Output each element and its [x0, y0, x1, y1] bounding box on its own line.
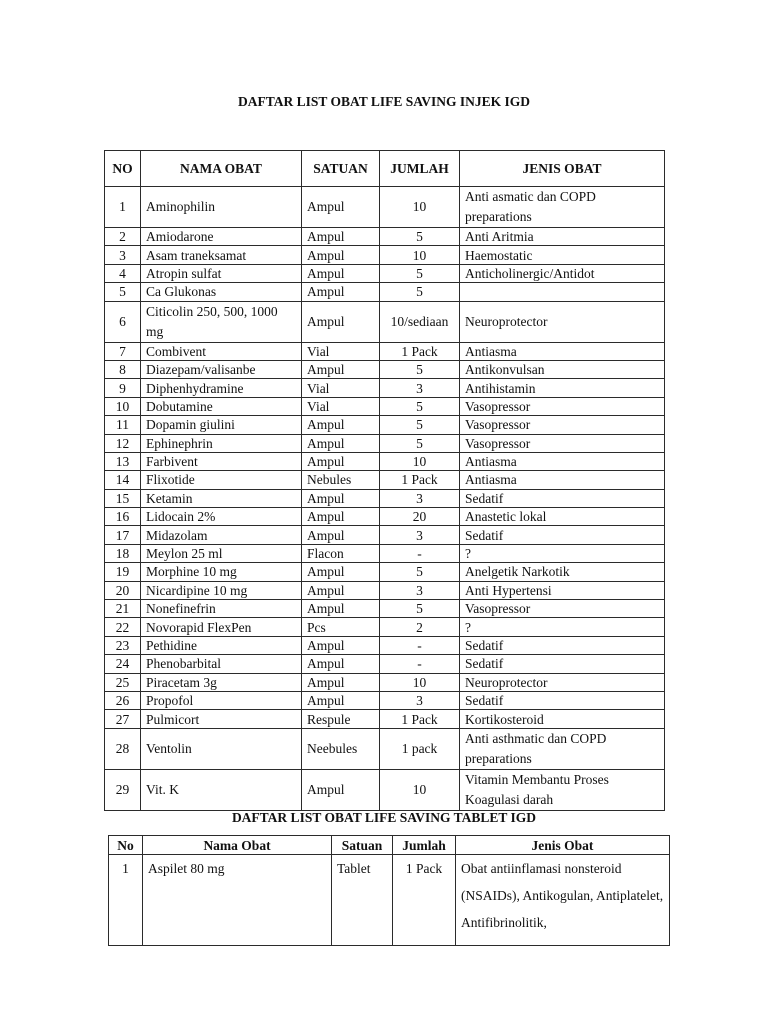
- cell-satuan: Ampul: [302, 434, 380, 452]
- cell-jenis-obat: Anelgetik Narkotik: [460, 563, 665, 581]
- cell-jumlah: 5: [380, 228, 460, 246]
- cell-jumlah: 3: [380, 379, 460, 397]
- table-row: [105, 563, 665, 581]
- cell-nama-obat: Combivent: [141, 342, 302, 360]
- cell-nama-obat: Novorapid FlexPen: [141, 618, 302, 636]
- cell-jenis-obat: Anastetic lokal: [460, 508, 665, 526]
- cell-no: 11: [105, 416, 141, 434]
- cell-jenis-obat: Anti asmatic dan COPD preparations: [460, 187, 665, 228]
- cell-nama-obat: Atropin sulfat: [141, 264, 302, 282]
- cell-satuan: Ampul: [302, 508, 380, 526]
- table-row: [105, 301, 665, 342]
- cell-no: 23: [105, 636, 141, 654]
- cell-jumlah: 3: [380, 581, 460, 599]
- cell-nama-obat: Piracetam 3g: [141, 673, 302, 691]
- cell-jumlah: 5: [380, 397, 460, 415]
- cell-jenis-obat: Sedatif: [460, 636, 665, 654]
- cell-nama-obat: Propofol: [141, 691, 302, 709]
- table-header-row: [109, 836, 670, 855]
- cell-jenis-obat: Haemostatic: [460, 246, 665, 264]
- cell-nama-obat: Farbivent: [141, 452, 302, 470]
- table-row: [105, 618, 665, 636]
- cell-nama-obat: Dopamin giulini: [141, 416, 302, 434]
- table-row: [105, 526, 665, 544]
- cell-jenis-obat: Sedatif: [460, 655, 665, 673]
- cell-satuan: Ampul: [302, 489, 380, 507]
- cell-satuan: Ampul: [302, 673, 380, 691]
- cell-nama-obat: Diazepam/valisanbe: [141, 360, 302, 378]
- cell-jenis-obat: Antihistamin: [460, 379, 665, 397]
- cell-no: 19: [105, 563, 141, 581]
- table-row: [105, 452, 665, 470]
- cell-jumlah: 5: [380, 563, 460, 581]
- cell-jumlah: 10/sediaan: [380, 301, 460, 342]
- cell-nama-obat: Aspilet 80 mg: [143, 855, 332, 946]
- cell-satuan: Ampul: [302, 691, 380, 709]
- cell-jumlah: 1 pack: [380, 728, 460, 769]
- cell-nama-obat: Midazolam: [141, 526, 302, 544]
- cell-nama-obat: Phenobarbital: [141, 655, 302, 673]
- cell-nama-obat: Asam traneksamat: [141, 246, 302, 264]
- table-header-row: [105, 151, 665, 187]
- cell-jenis-obat: ?: [460, 618, 665, 636]
- cell-no: 25: [105, 673, 141, 691]
- cell-no: 5: [105, 283, 141, 301]
- cell-no: 12: [105, 434, 141, 452]
- cell-jumlah: 2: [380, 618, 460, 636]
- cell-nama-obat: Pethidine: [141, 636, 302, 654]
- cell-no: 26: [105, 691, 141, 709]
- table-row: [105, 710, 665, 728]
- table-row: [105, 434, 665, 452]
- header-no: No: [109, 836, 143, 855]
- cell-jumlah: 5: [380, 360, 460, 378]
- cell-jumlah: 1 Pack: [393, 855, 456, 946]
- header-jenis-obat: JENIS OBAT: [460, 151, 665, 187]
- cell-jumlah: 20: [380, 508, 460, 526]
- cell-no: 3: [105, 246, 141, 264]
- cell-nama-obat: Lidocain 2%: [141, 508, 302, 526]
- cell-jumlah: 10: [380, 187, 460, 228]
- cell-nama-obat: Dobutamine: [141, 397, 302, 415]
- header-nama-obat: Nama Obat: [143, 836, 332, 855]
- cell-jumlah: 1 Pack: [380, 342, 460, 360]
- cell-jenis-obat: Sedatif: [460, 489, 665, 507]
- cell-nama-obat: Ventolin: [141, 728, 302, 769]
- cell-jenis-obat: [460, 283, 665, 301]
- table-row: [105, 187, 665, 228]
- cell-satuan: Ampul: [302, 655, 380, 673]
- table-row: [105, 544, 665, 562]
- cell-nama-obat: Aminophilin: [141, 187, 302, 228]
- cell-nama-obat: Pulmicort: [141, 710, 302, 728]
- cell-jenis-obat: Anti asthmatic dan COPD preparations: [460, 728, 665, 769]
- title-injek: DAFTAR LIST OBAT LIFE SAVING INJEK IGD: [237, 94, 531, 109]
- cell-satuan: Ampul: [302, 452, 380, 470]
- cell-no: 13: [105, 452, 141, 470]
- cell-no: 1: [105, 187, 141, 228]
- header-no: NO: [105, 151, 141, 187]
- table-row: [105, 489, 665, 507]
- cell-satuan: Neebules: [302, 728, 380, 769]
- cell-nama-obat: Ephinephrin: [141, 434, 302, 452]
- cell-satuan: Ampul: [302, 187, 380, 228]
- cell-jenis-obat: Antikonvulsan: [460, 360, 665, 378]
- cell-nama-obat: Diphenhydramine: [141, 379, 302, 397]
- cell-no: 9: [105, 379, 141, 397]
- header-nama-obat: NAMA OBAT: [141, 151, 302, 187]
- cell-jenis-obat: Antiasma: [460, 471, 665, 489]
- cell-jenis-obat: ?: [460, 544, 665, 562]
- cell-satuan: Pcs: [302, 618, 380, 636]
- cell-satuan: Flacon: [302, 544, 380, 562]
- cell-satuan: Respule: [302, 710, 380, 728]
- cell-satuan: Vial: [302, 379, 380, 397]
- table-injek: [104, 150, 665, 811]
- table-row: [105, 508, 665, 526]
- cell-nama-obat: Ketamin: [141, 489, 302, 507]
- cell-satuan: Nebules: [302, 471, 380, 489]
- header-jumlah: JUMLAH: [380, 151, 460, 187]
- cell-no: 2: [105, 228, 141, 246]
- cell-satuan: Vial: [302, 342, 380, 360]
- table-row: [105, 416, 665, 434]
- cell-satuan: Ampul: [302, 600, 380, 618]
- table-row: [105, 655, 665, 673]
- cell-jumlah: 3: [380, 489, 460, 507]
- table-row: [105, 228, 665, 246]
- cell-jumlah: 5: [380, 600, 460, 618]
- cell-nama-obat: Nonefinefrin: [141, 600, 302, 618]
- cell-no: 22: [105, 618, 141, 636]
- cell-satuan: Ampul: [302, 581, 380, 599]
- cell-satuan: Vial: [302, 397, 380, 415]
- cell-jumlah: 1 Pack: [380, 471, 460, 489]
- table-row: [105, 691, 665, 709]
- table-row: [105, 673, 665, 691]
- table-row: [105, 769, 665, 810]
- table-row: [105, 397, 665, 415]
- cell-jenis-obat: Kortikosteroid: [460, 710, 665, 728]
- cell-jumlah: 10: [380, 246, 460, 264]
- cell-jenis-obat: Vasopressor: [460, 434, 665, 452]
- cell-jenis-obat: Vasopressor: [460, 600, 665, 618]
- cell-satuan: Ampul: [302, 526, 380, 544]
- cell-no: 24: [105, 655, 141, 673]
- cell-no: 21: [105, 600, 141, 618]
- table-row: [109, 855, 670, 946]
- cell-no: 18: [105, 544, 141, 562]
- cell-nama-obat: Citicolin 250, 500, 1000 mg: [141, 301, 302, 342]
- table-row: [105, 342, 665, 360]
- cell-no: 6: [105, 301, 141, 342]
- cell-satuan: Ampul: [302, 636, 380, 654]
- cell-jumlah: 5: [380, 416, 460, 434]
- cell-satuan: Ampul: [302, 416, 380, 434]
- table-row: [105, 379, 665, 397]
- cell-jumlah: -: [380, 544, 460, 562]
- cell-nama-obat: Meylon 25 ml: [141, 544, 302, 562]
- table-tablet: [108, 835, 670, 946]
- cell-jenis-obat: Vasopressor: [460, 397, 665, 415]
- cell-satuan: Ampul: [302, 246, 380, 264]
- cell-jenis-obat: Vasopressor: [460, 416, 665, 434]
- header-satuan: Satuan: [332, 836, 393, 855]
- header-jumlah: Jumlah: [393, 836, 456, 855]
- cell-no: 17: [105, 526, 141, 544]
- cell-jenis-obat: Sedatif: [460, 691, 665, 709]
- table-row: [105, 728, 665, 769]
- cell-jenis-obat: Anti Aritmia: [460, 228, 665, 246]
- table-row: [105, 471, 665, 489]
- cell-jenis-obat: Neuroprotector: [460, 301, 665, 342]
- cell-jenis-obat: Anti Hypertensi: [460, 581, 665, 599]
- cell-jenis-obat: Neuroprotector: [460, 673, 665, 691]
- cell-nama-obat: Vit. K: [141, 769, 302, 810]
- header-satuan: SATUAN: [302, 151, 380, 187]
- cell-jumlah: 10: [380, 673, 460, 691]
- table-row: [105, 581, 665, 599]
- cell-no: 20: [105, 581, 141, 599]
- cell-satuan: Ampul: [302, 769, 380, 810]
- cell-no: 28: [105, 728, 141, 769]
- cell-jenis-obat: Antiasma: [460, 452, 665, 470]
- cell-no: 15: [105, 489, 141, 507]
- cell-no: 16: [105, 508, 141, 526]
- cell-jenis-obat: Antiasma: [460, 342, 665, 360]
- cell-satuan: Ampul: [302, 360, 380, 378]
- cell-no: 4: [105, 264, 141, 282]
- header-jenis-obat: Jenis Obat: [456, 836, 670, 855]
- cell-nama-obat: Amiodarone: [141, 228, 302, 246]
- table-row: [105, 264, 665, 282]
- cell-jenis-obat: Obat antiinflamasi nonsteroid (NSAIDs), Antikogulan, Antiplatelet, Antifibrinolitik,: [456, 855, 670, 946]
- cell-jenis-obat: Vitamin Membantu Proses Koagulasi darah: [460, 769, 665, 810]
- cell-jenis-obat: Anticholinergic/Antidot: [460, 264, 665, 282]
- cell-jumlah: 3: [380, 691, 460, 709]
- cell-jumlah: 3: [380, 526, 460, 544]
- table-row: [105, 600, 665, 618]
- cell-jumlah: -: [380, 655, 460, 673]
- table-row: [105, 360, 665, 378]
- cell-no: 14: [105, 471, 141, 489]
- cell-jumlah: -: [380, 636, 460, 654]
- cell-satuan: Ampul: [302, 228, 380, 246]
- cell-no: 1: [109, 855, 143, 946]
- table-row: [105, 636, 665, 654]
- cell-jumlah: 5: [380, 264, 460, 282]
- cell-jumlah: 5: [380, 434, 460, 452]
- cell-satuan: Ampul: [302, 301, 380, 342]
- cell-jumlah: 1 Pack: [380, 710, 460, 728]
- cell-satuan: Tablet: [332, 855, 393, 946]
- cell-no: 27: [105, 710, 141, 728]
- cell-no: 7: [105, 342, 141, 360]
- cell-jumlah: 10: [380, 769, 460, 810]
- cell-satuan: Ampul: [302, 563, 380, 581]
- cell-jenis-obat: Sedatif: [460, 526, 665, 544]
- cell-nama-obat: Ca Glukonas: [141, 283, 302, 301]
- cell-no: 8: [105, 360, 141, 378]
- cell-nama-obat: Flixotide: [141, 471, 302, 489]
- cell-jumlah: 5: [380, 283, 460, 301]
- title-tablet: DAFTAR LIST OBAT LIFE SAVING TABLET IGD: [231, 810, 537, 825]
- cell-nama-obat: Nicardipine 10 mg: [141, 581, 302, 599]
- cell-nama-obat: Morphine 10 mg: [141, 563, 302, 581]
- cell-no: 10: [105, 397, 141, 415]
- table-row: [105, 246, 665, 264]
- table-row: [105, 283, 665, 301]
- cell-no: 29: [105, 769, 141, 810]
- cell-jumlah: 10: [380, 452, 460, 470]
- cell-satuan: Ampul: [302, 264, 380, 282]
- cell-satuan: Ampul: [302, 283, 380, 301]
